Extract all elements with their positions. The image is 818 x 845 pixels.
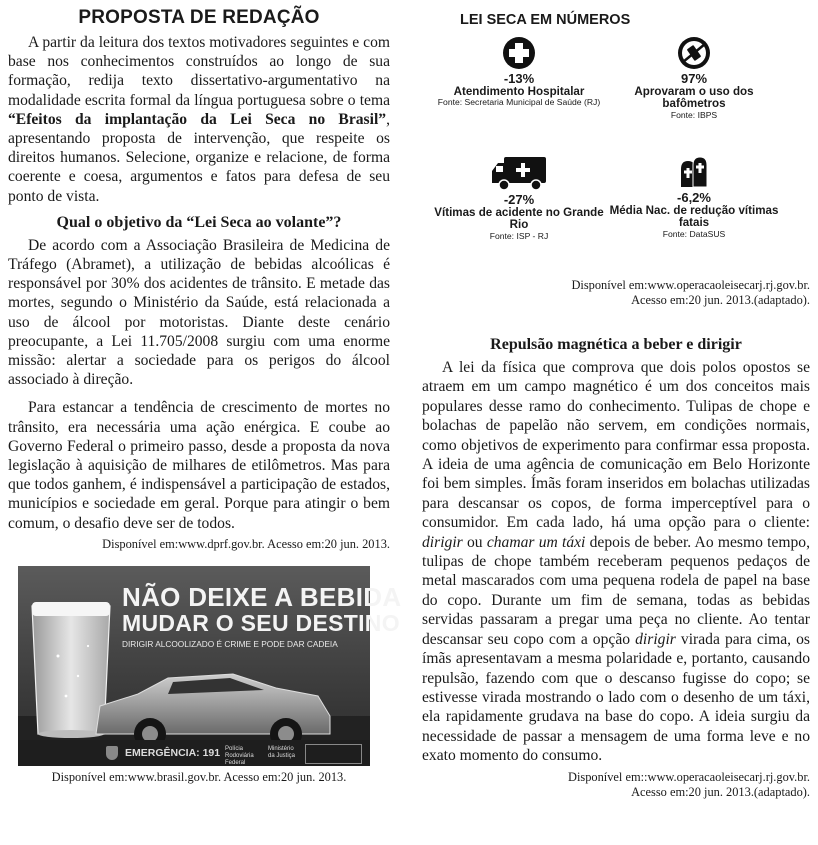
ad-footer bbox=[18, 740, 370, 766]
stat-label: Atendimento Hospitalar bbox=[453, 85, 585, 98]
stat-breathalyzer bbox=[609, 36, 779, 120]
intro-text-before: A partir da leitura dos textos motivadores seguintes e com base nos conhecimentos construídos ao longo de sua formação, redija texto dissertativo-argumentativo na modalidade escrita formal da língua portuguesa sobre o tema bbox=[8, 34, 390, 109]
text3-source-line-1: Disponível em::www.operacaoleisecarj.rj.gov.br. bbox=[568, 769, 810, 784]
text3-part: ou bbox=[462, 533, 487, 551]
gravestone-icon bbox=[677, 155, 711, 189]
hospital-cross-icon bbox=[502, 36, 536, 70]
ad-source: Disponível em:www.brasil.gov.br. Acesso em:20 jun. 2013. bbox=[51, 769, 347, 784]
stat-value: 97% bbox=[680, 71, 708, 86]
breathalyzer-icon bbox=[677, 36, 711, 70]
stat-source: Fonte: ISP - RJ bbox=[489, 230, 549, 241]
stat-label: Aprovaram o uso dos bafômetros bbox=[634, 85, 754, 111]
text3-italic: dirigir bbox=[635, 630, 676, 648]
text3-paragraph bbox=[422, 358, 810, 766]
text3-part: A lei da física que comprova que dois polos opostos se atraem em um campo magnético é um dos conceitos mais populares desse ramo do conhecimento. Tulipas de chope e bolachas de papelão não servem, em condições normais, como objetivos de experimento para confirmar essa proposta. A ideia de uma agência de comunicação em Belo Horizonte foi bem simples. Ímãs foram inseridos em bolachas utilizadas para descansar os copos, de forma imperceptível para o consumidor. Em cada lado, há uma opção para o cliente: bbox=[422, 359, 810, 532]
text1-paragraph-2: Para estancar a tendência de crescimento de mortes no trânsito, era necessária uma ação enérgica. E coube ao Governo Federal o primeiro passo, desde a proposta da nova legislação à aquisição de milhares de etilômetros. Mas para que todos ganhem, é indispensável a participação de estados, municípios e sociedade em geral. Porque para atingir o bem comum, o desafio deve ser de todos. bbox=[8, 399, 390, 532]
stat-source: Fonte: DataSUS bbox=[662, 228, 726, 239]
infographic-title: LEI SECA EM NÚMEROS bbox=[460, 12, 631, 28]
intro-paragraph bbox=[8, 33, 390, 206]
stat-accident-victims bbox=[434, 155, 604, 241]
ad-headline-2: MUDAR O SEU DESTINO bbox=[122, 609, 400, 636]
text1-source: Disponível em:www.dprf.gov.br. Acesso em:20 jun. 2013. bbox=[102, 536, 390, 551]
text3-part: depois de beber. Ao mesmo tempo, tulipas de chope também receberam pequenos pedaços de metal mascarados com uma pequena rodela de papel na base do copo. Durante um fim de semana, todas as bebidas servidas passaram a pregar uma peça no cliente. Ao tentar descansar seu copo com a opção bbox=[422, 533, 811, 648]
ad-headline: NÃO DEIXE A BEBIDA bbox=[122, 581, 402, 612]
police-shield-icon bbox=[106, 746, 118, 760]
ad-org-mj: Ministério da Justiça bbox=[268, 745, 296, 759]
government-logo-icon bbox=[305, 744, 362, 764]
intro-text-after: , apresentando proposta de intervenção, que respeite os direitos humanos. Selecione, organize e relacione, de forma coerente e coesa, argumentos e fatos para defesa de seu ponto de vista. bbox=[8, 110, 390, 205]
stat-fatal-victims bbox=[609, 155, 779, 239]
stat-value: -13% bbox=[503, 71, 535, 86]
ad-subheadline: DIRIGIR ALCOOLIZADO É CRIME E PODE DAR CADEIA bbox=[122, 638, 338, 649]
stat-source: Fonte: Secretaria Municipal de Saúde (RJ) bbox=[437, 97, 601, 108]
stat-source: Fonte: IBPS bbox=[670, 109, 718, 120]
text3-source bbox=[422, 770, 810, 800]
infographic-source-line-1: Disponível em:www.operacaoleisecarj.rj.gov.br. bbox=[571, 278, 810, 292]
stat-value: -27% bbox=[503, 192, 535, 207]
essay-theme: “Efeitos da implantação da Lei Seca no Brasil” bbox=[8, 110, 387, 128]
infographic-stats bbox=[422, 28, 810, 274]
text1-paragraph-1: De acordo com a Associação Brasileira de Medicina de Tráfego (Abramet), a utilização de bebidas alcoólicas é responsável por 30% dos acidentes de trânsito. E metade das mortes, segundo o Ministério da Saúde, está relacionada a uso de álcool por motoristas. Diante deste cenário preocupante, a Lei 11.705/2008 surgiu com uma enorme missão: alertar a sociedade para os perigos do álcool associado à direção. bbox=[8, 236, 390, 389]
text3-source-line-2: Acesso em:20 jun. 2013.(adaptado). bbox=[631, 784, 810, 799]
left-column bbox=[8, 0, 402, 785]
ambulance-icon bbox=[490, 155, 548, 191]
infographic-source-line-2: Acesso em:20 jun. 2013.(adaptado). bbox=[631, 293, 810, 307]
text3-title: Repulsão magnética a beber e dirigir bbox=[490, 336, 742, 353]
page-title: PROPOSTA DE REDAÇÃO bbox=[78, 7, 320, 28]
campaign-ad-image bbox=[18, 566, 402, 766]
infographic-source bbox=[422, 278, 810, 308]
stat-label: Média Nac. de redução vítimas fatais bbox=[609, 204, 779, 230]
ad-org-prf: Polícia Rodoviária Federal bbox=[225, 745, 254, 766]
ad-emergency-number: EMERGÊNCIA: 191 bbox=[125, 746, 221, 759]
text3-italic: chamar um táxi bbox=[486, 533, 586, 551]
stat-hospital bbox=[434, 36, 604, 108]
text1-title: Qual o objetivo da “Lei Seca ao volante”? bbox=[56, 213, 342, 231]
text3-italic: dirigir bbox=[422, 533, 463, 551]
text3-part: virada para cima, os ímãs apresentavam a mesma polaridade e, portanto, causando repulsão, fazendo com que o descanso fugisse do copo; se estivesse virada mostrando o lado com o desenho de um táxi, ela rapidamente grudava na base do copo. A ideia surgiu da necessidade de passar a mensagem de uma forma leve e no exato momento do consumo. bbox=[422, 630, 810, 765]
right-column bbox=[422, 0, 810, 800]
stat-label: Vítimas de acidente no Grande Rio bbox=[434, 206, 604, 232]
stat-value: -6,2% bbox=[677, 190, 711, 205]
